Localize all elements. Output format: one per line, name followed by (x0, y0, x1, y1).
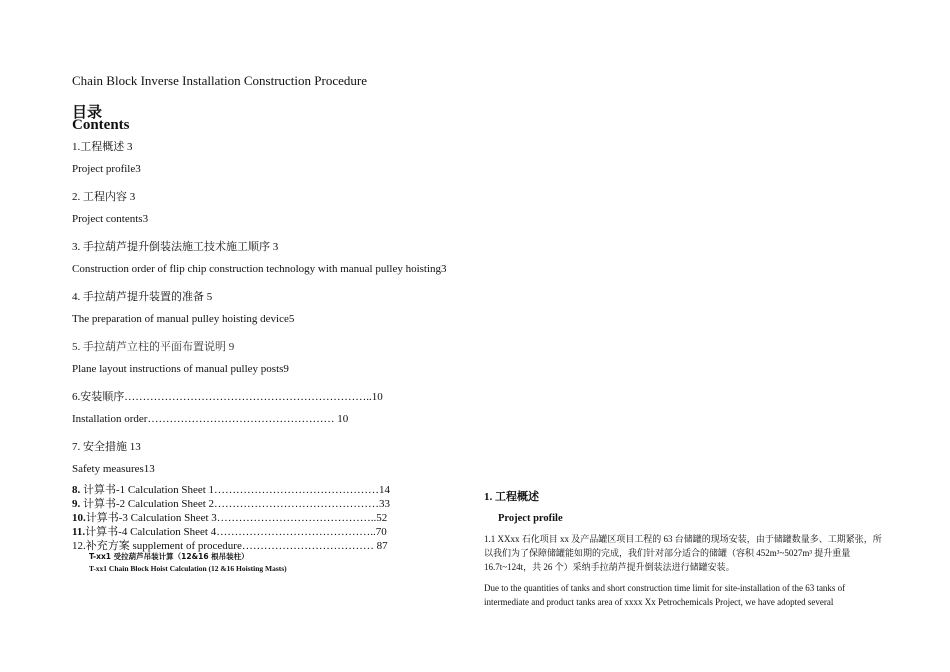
toc-entry: Plane layout instructions of manual pulley posts9 (72, 363, 289, 375)
toc-heading-cn: 目录 (72, 103, 103, 121)
toc-entry: Project contents3 (72, 213, 149, 225)
toc-entry: Construction order of flip chip construction technology with manual pulley hoisting3 (72, 263, 447, 275)
calc-sheet-text: 计算书-4 Calculation Sheet 4……………………………………..70 (85, 526, 387, 538)
toc-entry: 2. 工程内容 3 (72, 191, 136, 203)
toc-entry: 3. 手拉葫芦提升倒装法施工技术施工顺序 3 (72, 241, 279, 253)
toc-entry: Safety measures13 (72, 463, 155, 475)
paragraph-cn: 1.1 XXxx 石化项目 xx 及产品罐区项目工程的 63 台储罐的现场安装，由于储罐数量多、工期紧张，所以我们为了保障储罐能如期的完成，我们针对部分适合的储罐（容积 452m³~5027m³ 提升重量 16.7t~124t，共 26 个）采纳手拉葫芦提升倒装法进行储罐安装。 (484, 534, 882, 572)
calc-sheet-text: 12.补充方案 supplement of procedure……………………………… 87 (72, 540, 388, 552)
calc-subtitle-cn: T-xx1 受拉葫芦吊装计算（12&16 根吊装柱） (89, 552, 249, 561)
calc-sheet-text: 计算书-3 Calculation Sheet 3……………………………………..52 (85, 512, 388, 524)
toc-entry: 5. 手拉葫芦立柱的平面布置说明 9 (72, 341, 235, 353)
calc-sheet-number: 10. (72, 512, 86, 524)
toc-entry: Installation order…………………………………………… 10 (72, 413, 349, 425)
document-title: Chain Block Inverse Installation Construction Procedure (72, 73, 367, 88)
toc-entry: 4. 手拉葫芦提升装置的准备 5 (72, 291, 213, 303)
section-heading: 1. 工程概述 (484, 491, 539, 503)
section-subheading: Project profile (498, 513, 563, 524)
calc-sheet-number: 9. (72, 498, 81, 510)
toc-entry: The preparation of manual pulley hoisting device5 (72, 313, 295, 325)
paragraph-en: Due to the quantities of tanks and short construction time limit for site-installation of the 63 tanks of intermediate and product tanks area of xxxx Xx Petrochemicals Project, we have adopted several (484, 583, 846, 607)
toc-entry: Project profile3 (72, 163, 141, 175)
toc-entry: 6.安装顺序…………………………………………………………..10 (72, 391, 383, 403)
toc-entry: 1.工程概述 3 (72, 141, 133, 153)
calc-sheet-number: 11. (72, 526, 86, 538)
calc-sheet-text: 计算书-1 Calculation Sheet 1………………………………………14 (80, 484, 391, 496)
calc-subtitle-en: T-xx1 Chain Block Hoist Calculation (12 &16 Hoisting Masts) (89, 564, 287, 573)
calc-sheet-text: 计算书-2 Calculation Sheet 2………………………………………33 (80, 498, 391, 510)
calc-sheet-number: 8. (72, 484, 81, 496)
toc-heading-en: Contents (72, 117, 130, 133)
toc-entry: 7. 安全措施 13 (72, 441, 141, 453)
